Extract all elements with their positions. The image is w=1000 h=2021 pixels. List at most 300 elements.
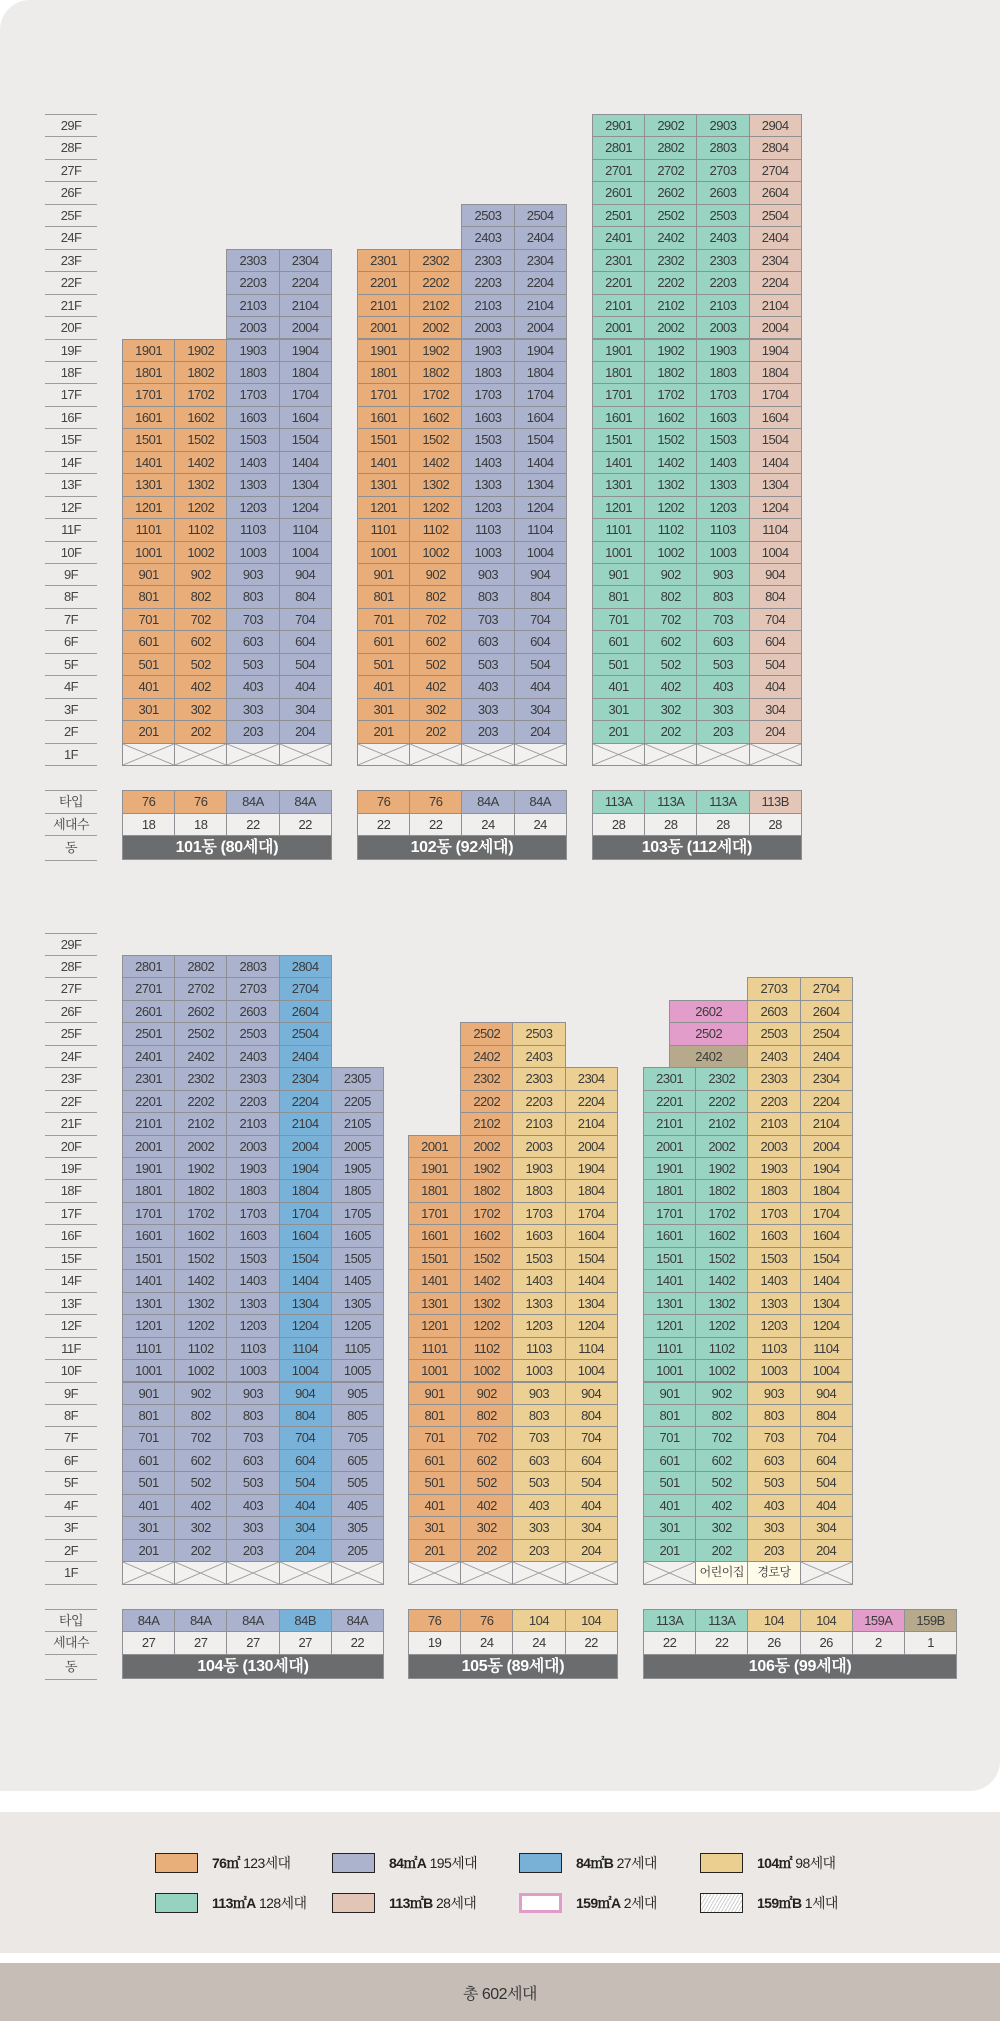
- unit-cell[interactable]: 702: [174, 608, 227, 631]
- unit-cell[interactable]: 2001: [592, 316, 645, 339]
- unit-cell[interactable]: 701: [122, 1426, 175, 1449]
- unit-cell[interactable]: 902: [460, 1382, 513, 1405]
- unit-cell[interactable]: 605: [331, 1449, 384, 1472]
- unit-cell[interactable]: 1103: [747, 1337, 800, 1360]
- unit-cell[interactable]: 901: [643, 1382, 696, 1405]
- unit-cell[interactable]: 1902: [409, 339, 462, 362]
- unit-cell[interactable]: 204: [749, 720, 802, 743]
- unit-cell[interactable]: 604: [514, 630, 567, 653]
- unit-cell[interactable]: 2304: [279, 249, 332, 272]
- unit-cell[interactable]: 1402: [409, 451, 462, 474]
- unit-cell[interactable]: 1604: [279, 1224, 332, 1247]
- unit-cell[interactable]: 2901: [592, 114, 645, 137]
- unit-cell[interactable]: 2503: [696, 204, 749, 227]
- unit-cell[interactable]: 703: [461, 608, 514, 631]
- unit-cell[interactable]: 1404: [749, 451, 802, 474]
- unit-cell[interactable]: 601: [592, 630, 645, 653]
- unit-cell[interactable]: 2103: [226, 294, 279, 317]
- unit-cell[interactable]: 701: [643, 1426, 696, 1449]
- unit-cell[interactable]: 1901: [592, 339, 645, 362]
- unit-cell[interactable]: 2204: [800, 1090, 853, 1113]
- unit-cell[interactable]: 203: [696, 720, 749, 743]
- unit-cell[interactable]: 801: [122, 585, 175, 608]
- unit-cell[interactable]: 1203: [696, 496, 749, 519]
- unit-cell[interactable]: 403: [226, 1494, 279, 1517]
- unit-cell[interactable]: 503: [747, 1471, 800, 1494]
- unit-cell[interactable]: 704: [749, 608, 802, 631]
- unit-cell[interactable]: 2504: [514, 204, 567, 227]
- unit-cell[interactable]: 2102: [174, 1112, 227, 1135]
- unit-cell[interactable]: 1104: [279, 518, 332, 541]
- unit-cell[interactable]: 704: [565, 1426, 618, 1449]
- unit-cell[interactable]: 1702: [695, 1202, 748, 1225]
- unit-cell[interactable]: 402: [409, 675, 462, 698]
- unit-cell[interactable]: 2204: [279, 1090, 332, 1113]
- unit-cell[interactable]: 501: [592, 653, 645, 676]
- unit-cell[interactable]: 1802: [174, 361, 227, 384]
- unit-cell[interactable]: 2005: [331, 1135, 384, 1158]
- unit-cell[interactable]: 1601: [408, 1224, 461, 1247]
- unit-cell[interactable]: 1102: [460, 1337, 513, 1360]
- unit-cell[interactable]: 2702: [174, 977, 227, 1000]
- unit-cell[interactable]: 2103: [226, 1112, 279, 1135]
- unit-cell[interactable]: 2201: [643, 1090, 696, 1113]
- unit-cell[interactable]: 1602: [695, 1224, 748, 1247]
- unit-cell[interactable]: 1904: [800, 1157, 853, 1180]
- unit-cell[interactable]: 2104: [565, 1112, 618, 1135]
- unit-cell[interactable]: 904: [800, 1382, 853, 1405]
- unit-cell[interactable]: 504: [279, 653, 332, 676]
- unit-cell[interactable]: 1601: [357, 406, 410, 429]
- unit-cell[interactable]: 804: [749, 585, 802, 608]
- unit-cell[interactable]: 1701: [122, 1202, 175, 1225]
- unit-cell[interactable]: 1704: [565, 1202, 618, 1225]
- unit-cell[interactable]: 2104: [749, 294, 802, 317]
- unit-cell[interactable]: 802: [695, 1404, 748, 1427]
- unit-cell[interactable]: 2401: [122, 1045, 175, 1068]
- unit-cell[interactable]: 604: [279, 1449, 332, 1472]
- unit-cell[interactable]: 1303: [226, 473, 279, 496]
- unit-cell[interactable]: 1203: [747, 1314, 800, 1337]
- unit-cell[interactable]: 2603: [696, 181, 749, 204]
- unit-cell[interactable]: 1902: [695, 1157, 748, 1180]
- unit-cell[interactable]: 1101: [122, 1337, 175, 1360]
- unit-cell[interactable]: 1404: [279, 1269, 332, 1292]
- unit-cell[interactable]: 1603: [461, 406, 514, 429]
- unit-cell[interactable]: 1604: [514, 406, 567, 429]
- unit-cell[interactable]: 1102: [695, 1337, 748, 1360]
- unit-cell[interactable]: 1202: [174, 1314, 227, 1337]
- unit-cell[interactable]: 1804: [514, 361, 567, 384]
- unit-cell[interactable]: 1802: [695, 1179, 748, 1202]
- unit-cell[interactable]: 2202: [644, 271, 697, 294]
- unit-cell[interactable]: 803: [461, 585, 514, 608]
- unit-cell[interactable]: 1504: [565, 1247, 618, 1270]
- unit-cell[interactable]: 2601: [592, 181, 645, 204]
- unit-cell[interactable]: 1303: [747, 1292, 800, 1315]
- unit-cell[interactable]: 2202: [460, 1090, 513, 1113]
- unit-cell[interactable]: 501: [122, 653, 175, 676]
- unit-cell[interactable]: 1902: [460, 1157, 513, 1180]
- unit-cell[interactable]: 2604: [749, 181, 802, 204]
- unit-cell[interactable]: 1002: [695, 1359, 748, 1382]
- unit-cell[interactable]: 1802: [644, 361, 697, 384]
- unit-cell[interactable]: 505: [331, 1471, 384, 1494]
- unit-cell[interactable]: 1201: [357, 496, 410, 519]
- unit-cell[interactable]: 805: [331, 1404, 384, 1427]
- unit-cell[interactable]: 2303: [747, 1067, 800, 1090]
- unit-cell[interactable]: 1202: [174, 496, 227, 519]
- unit-cell[interactable]: 901: [592, 563, 645, 586]
- unit-cell[interactable]: 503: [512, 1471, 565, 1494]
- unit-cell[interactable]: 2205: [331, 1090, 384, 1113]
- unit-cell[interactable]: 1703: [747, 1202, 800, 1225]
- unit-cell[interactable]: 1502: [695, 1247, 748, 1270]
- unit-cell[interactable]: 1501: [643, 1247, 696, 1270]
- unit-cell[interactable]: 702: [409, 608, 462, 631]
- unit-cell[interactable]: 1803: [226, 361, 279, 384]
- unit-cell[interactable]: 1502: [174, 428, 227, 451]
- unit-cell[interactable]: 1403: [461, 451, 514, 474]
- unit-cell[interactable]: 2001: [122, 1135, 175, 1158]
- unit-cell[interactable]: 1103: [226, 518, 279, 541]
- unit-cell[interactable]: 1602: [644, 406, 697, 429]
- unit-cell[interactable]: 403: [461, 675, 514, 698]
- unit-cell[interactable]: 2101: [357, 294, 410, 317]
- unit-cell[interactable]: 1302: [174, 1292, 227, 1315]
- unit-cell[interactable]: 2203: [226, 1090, 279, 1113]
- unit-cell[interactable]: 1705: [331, 1202, 384, 1225]
- unit-cell[interactable]: 1301: [643, 1292, 696, 1315]
- unit-cell[interactable]: 603: [226, 630, 279, 653]
- unit-cell[interactable]: 1004: [514, 541, 567, 564]
- unit-cell[interactable]: 703: [747, 1426, 800, 1449]
- unit-cell[interactable]: 1503: [461, 428, 514, 451]
- unit-cell[interactable]: 2102: [644, 294, 697, 317]
- unit-cell[interactable]: 1905: [331, 1157, 384, 1180]
- unit-cell[interactable]: 903: [461, 563, 514, 586]
- unit-cell[interactable]: 1901: [357, 339, 410, 362]
- unit-cell[interactable]: 202: [174, 720, 227, 743]
- unit-cell[interactable]: 1202: [695, 1314, 748, 1337]
- unit-cell[interactable]: 1201: [643, 1314, 696, 1337]
- unit-cell[interactable]: 802: [644, 585, 697, 608]
- unit-cell[interactable]: 2203: [226, 271, 279, 294]
- unit-cell[interactable]: 304: [279, 1516, 332, 1539]
- unit-cell[interactable]: 1804: [800, 1179, 853, 1202]
- unit-cell[interactable]: 2703: [696, 159, 749, 182]
- unit-cell[interactable]: 1605: [331, 1224, 384, 1247]
- unit-cell[interactable]: 1002: [174, 541, 227, 564]
- unit-cell[interactable]: 1903: [226, 339, 279, 362]
- unit-cell[interactable]: 704: [800, 1426, 853, 1449]
- unit-cell[interactable]: 2304: [565, 1067, 618, 1090]
- unit-cell[interactable]: 2903: [696, 114, 749, 137]
- unit-cell[interactable]: 1504: [749, 428, 802, 451]
- unit-cell[interactable]: 2403: [461, 226, 514, 249]
- unit-cell[interactable]: 402: [460, 1494, 513, 1517]
- unit-cell[interactable]: 604: [565, 1449, 618, 1472]
- unit-cell[interactable]: 2402: [644, 226, 697, 249]
- unit-cell[interactable]: 2402: [174, 1045, 227, 1068]
- unit-cell[interactable]: 2803: [696, 136, 749, 159]
- unit-cell[interactable]: 1203: [461, 496, 514, 519]
- unit-cell[interactable]: 1802: [460, 1179, 513, 1202]
- unit-cell[interactable]: 1704: [749, 383, 802, 406]
- unit-cell[interactable]: 1802: [409, 361, 462, 384]
- unit-cell[interactable]: 1903: [226, 1157, 279, 1180]
- unit-cell[interactable]: 2003: [512, 1135, 565, 1158]
- unit-cell[interactable]: 1103: [696, 518, 749, 541]
- unit-cell[interactable]: 702: [174, 1426, 227, 1449]
- unit-cell[interactable]: 1904: [565, 1157, 618, 1180]
- unit-cell[interactable]: 302: [695, 1516, 748, 1539]
- unit-cell[interactable]: 1501: [592, 428, 645, 451]
- unit-cell[interactable]: 2103: [747, 1112, 800, 1135]
- unit-cell[interactable]: 2003: [226, 316, 279, 339]
- unit-cell[interactable]: 903: [747, 1382, 800, 1405]
- unit-cell[interactable]: 903: [226, 1382, 279, 1405]
- unit-cell[interactable]: 904: [279, 563, 332, 586]
- unit-cell[interactable]: 404: [749, 675, 802, 698]
- unit-cell[interactable]: 802: [174, 1404, 227, 1427]
- unit-cell[interactable]: 2801: [592, 136, 645, 159]
- unit-cell[interactable]: 701: [592, 608, 645, 631]
- unit-cell[interactable]: 902: [174, 563, 227, 586]
- unit-cell[interactable]: 402: [174, 675, 227, 698]
- unit-cell[interactable]: 2004: [749, 316, 802, 339]
- unit-cell[interactable]: 2404: [800, 1045, 853, 1068]
- unit-cell[interactable]: 1304: [800, 1292, 853, 1315]
- unit-cell[interactable]: 301: [408, 1516, 461, 1539]
- unit-cell[interactable]: 303: [747, 1516, 800, 1539]
- unit-cell[interactable]: 1504: [279, 1247, 332, 1270]
- unit-cell[interactable]: 2701: [592, 159, 645, 182]
- unit-cell[interactable]: 2802: [644, 136, 697, 159]
- unit-cell[interactable]: 1102: [644, 518, 697, 541]
- unit-cell[interactable]: 504: [749, 653, 802, 676]
- unit-cell[interactable]: 304: [800, 1516, 853, 1539]
- unit-cell[interactable]: 1004: [279, 1359, 332, 1382]
- unit-cell[interactable]: 2501: [122, 1022, 175, 1045]
- unit-cell[interactable]: 401: [643, 1494, 696, 1517]
- unit-cell[interactable]: 1503: [226, 428, 279, 451]
- unit-cell[interactable]: 303: [461, 698, 514, 721]
- unit-cell[interactable]: 301: [122, 1516, 175, 1539]
- unit-cell[interactable]: 1203: [226, 1314, 279, 1337]
- unit-cell[interactable]: 2002: [695, 1135, 748, 1158]
- unit-cell[interactable]: 302: [174, 698, 227, 721]
- unit-cell[interactable]: 2002: [460, 1135, 513, 1158]
- unit-cell[interactable]: 2104: [514, 294, 567, 317]
- unit-cell[interactable]: 603: [512, 1449, 565, 1472]
- unit-cell[interactable]: 801: [122, 1404, 175, 1427]
- unit-cell[interactable]: 2404: [749, 226, 802, 249]
- unit-cell[interactable]: 603: [747, 1449, 800, 1472]
- unit-cell[interactable]: 1602: [460, 1224, 513, 1247]
- unit-cell[interactable]: 1804: [279, 1179, 332, 1202]
- unit-cell[interactable]: 2201: [122, 1090, 175, 1113]
- unit-cell[interactable]: 1401: [122, 451, 175, 474]
- unit-cell[interactable]: 2403: [747, 1045, 800, 1068]
- unit-cell[interactable]: 703: [226, 608, 279, 631]
- unit-cell[interactable]: 2002: [409, 316, 462, 339]
- unit-cell[interactable]: 1601: [643, 1224, 696, 1247]
- unit-cell[interactable]: 2504: [279, 1022, 332, 1045]
- unit-cell[interactable]: 204: [800, 1539, 853, 1562]
- unit-cell[interactable]: 2302: [644, 249, 697, 272]
- unit-cell[interactable]: 1102: [174, 518, 227, 541]
- unit-cell[interactable]: 2103: [461, 294, 514, 317]
- unit-cell[interactable]: 403: [512, 1494, 565, 1517]
- unit-cell[interactable]: 1201: [122, 496, 175, 519]
- unit-cell[interactable]: 1801: [408, 1179, 461, 1202]
- unit-cell[interactable]: 1301: [122, 1292, 175, 1315]
- unit-cell[interactable]: 204: [279, 1539, 332, 1562]
- unit-cell[interactable]: 1702: [644, 383, 697, 406]
- unit-cell[interactable]: 1204: [514, 496, 567, 519]
- unit-cell[interactable]: 602: [460, 1449, 513, 1472]
- unit-cell[interactable]: 1403: [226, 451, 279, 474]
- unit-cell[interactable]: 1704: [514, 383, 567, 406]
- unit-cell[interactable]: 2403: [226, 1045, 279, 1068]
- unit-cell[interactable]: 1503: [226, 1247, 279, 1270]
- unit-cell[interactable]: 1404: [565, 1269, 618, 1292]
- unit-cell[interactable]: 301: [643, 1516, 696, 1539]
- unit-cell[interactable]: 903: [696, 563, 749, 586]
- unit-cell[interactable]: 2602: [174, 1000, 227, 1023]
- unit-cell[interactable]: 1302: [695, 1292, 748, 1315]
- unit-cell[interactable]: 2004: [279, 1135, 332, 1158]
- unit-cell[interactable]: 402: [695, 1494, 748, 1517]
- unit-cell[interactable]: 1002: [409, 541, 462, 564]
- unit-cell[interactable]: 704: [279, 608, 332, 631]
- unit-cell[interactable]: 2204: [279, 271, 332, 294]
- unit-cell[interactable]: 2104: [279, 1112, 332, 1135]
- unit-cell[interactable]: 803: [512, 1404, 565, 1427]
- unit-cell[interactable]: 1104: [514, 518, 567, 541]
- unit-cell[interactable]: 503: [226, 1471, 279, 1494]
- unit-cell[interactable]: 201: [592, 720, 645, 743]
- unit-cell-merged[interactable]: 2602: [669, 1000, 748, 1023]
- unit-cell[interactable]: 2502: [460, 1022, 513, 1045]
- unit-cell[interactable]: 1102: [174, 1337, 227, 1360]
- unit-cell[interactable]: 1701: [122, 383, 175, 406]
- unit-cell[interactable]: 2503: [461, 204, 514, 227]
- unit-cell[interactable]: 1505: [331, 1247, 384, 1270]
- unit-cell[interactable]: 1303: [696, 473, 749, 496]
- unit-cell[interactable]: 1902: [174, 339, 227, 362]
- unit-cell[interactable]: 1502: [644, 428, 697, 451]
- unit-cell[interactable]: 201: [122, 720, 175, 743]
- unit-cell[interactable]: 2804: [749, 136, 802, 159]
- unit-cell[interactable]: 701: [122, 608, 175, 631]
- unit-cell[interactable]: 202: [695, 1539, 748, 1562]
- unit-cell[interactable]: 1704: [279, 1202, 332, 1225]
- unit-cell[interactable]: 2403: [512, 1045, 565, 1068]
- unit-cell[interactable]: 803: [747, 1404, 800, 1427]
- unit-cell[interactable]: 2203: [747, 1090, 800, 1113]
- unit-cell[interactable]: 2402: [460, 1045, 513, 1068]
- unit-cell[interactable]: 1504: [279, 428, 332, 451]
- unit-cell[interactable]: 2203: [512, 1090, 565, 1113]
- unit-cell[interactable]: 2101: [643, 1112, 696, 1135]
- unit-cell[interactable]: 1001: [122, 541, 175, 564]
- unit-cell[interactable]: 305: [331, 1516, 384, 1539]
- unit-cell[interactable]: 2001: [357, 316, 410, 339]
- unit-cell[interactable]: 1603: [226, 1224, 279, 1247]
- unit-cell[interactable]: 1904: [279, 1157, 332, 1180]
- unit-cell[interactable]: 2404: [279, 1045, 332, 1068]
- unit-cell[interactable]: 2102: [460, 1112, 513, 1135]
- unit-cell[interactable]: 2503: [512, 1022, 565, 1045]
- unit-cell[interactable]: 2003: [696, 316, 749, 339]
- unit-cell[interactable]: 1201: [408, 1314, 461, 1337]
- unit-cell[interactable]: 902: [409, 563, 462, 586]
- unit-cell[interactable]: 802: [460, 1404, 513, 1427]
- unit-cell[interactable]: 1904: [749, 339, 802, 362]
- unit-cell[interactable]: 501: [643, 1471, 696, 1494]
- unit-cell[interactable]: 1604: [800, 1224, 853, 1247]
- unit-cell[interactable]: 1005: [331, 1359, 384, 1382]
- unit-cell[interactable]: 2001: [408, 1135, 461, 1158]
- unit-cell[interactable]: 1902: [644, 339, 697, 362]
- unit-cell[interactable]: 804: [279, 1404, 332, 1427]
- unit-cell[interactable]: 1702: [174, 1202, 227, 1225]
- unit-cell[interactable]: 2104: [800, 1112, 853, 1135]
- unit-cell[interactable]: 901: [122, 563, 175, 586]
- unit-cell[interactable]: 1903: [747, 1157, 800, 1180]
- unit-cell[interactable]: 2501: [592, 204, 645, 227]
- unit-cell[interactable]: 1003: [461, 541, 514, 564]
- unit-cell[interactable]: 201: [122, 1539, 175, 1562]
- unit-cell[interactable]: 1504: [800, 1247, 853, 1270]
- unit-cell[interactable]: 1501: [122, 428, 175, 451]
- unit-cell[interactable]: 604: [800, 1449, 853, 1472]
- unit-cell[interactable]: 203: [512, 1539, 565, 1562]
- unit-cell[interactable]: 1002: [174, 1359, 227, 1382]
- unit-cell[interactable]: 704: [279, 1426, 332, 1449]
- unit-cell[interactable]: 1204: [565, 1314, 618, 1337]
- unit-cell[interactable]: 1904: [514, 339, 567, 362]
- unit-cell[interactable]: 601: [357, 630, 410, 653]
- unit-cell[interactable]: 2001: [643, 1135, 696, 1158]
- unit-cell[interactable]: 402: [644, 675, 697, 698]
- unit-cell[interactable]: 1703: [461, 383, 514, 406]
- unit-cell[interactable]: 2202: [174, 1090, 227, 1113]
- unit-cell[interactable]: 603: [696, 630, 749, 653]
- unit-cell[interactable]: 2101: [592, 294, 645, 317]
- unit-cell[interactable]: 1303: [461, 473, 514, 496]
- unit-cell[interactable]: 1803: [226, 1179, 279, 1202]
- unit-cell[interactable]: 2302: [695, 1067, 748, 1090]
- unit-cell[interactable]: 1403: [512, 1269, 565, 1292]
- unit-cell[interactable]: 1803: [696, 361, 749, 384]
- unit-cell[interactable]: 802: [174, 585, 227, 608]
- unit-cell[interactable]: 1203: [512, 1314, 565, 1337]
- unit-cell[interactable]: 1104: [565, 1337, 618, 1360]
- unit-cell[interactable]: 201: [643, 1539, 696, 1562]
- unit-cell[interactable]: 1302: [460, 1292, 513, 1315]
- unit-cell[interactable]: 701: [357, 608, 410, 631]
- unit-cell[interactable]: 2301: [357, 249, 410, 272]
- unit-cell[interactable]: 1305: [331, 1292, 384, 1315]
- unit-cell[interactable]: 1901: [122, 339, 175, 362]
- unit-cell[interactable]: 2303: [226, 1067, 279, 1090]
- unit-cell[interactable]: 502: [644, 653, 697, 676]
- unit-cell[interactable]: 601: [408, 1449, 461, 1472]
- unit-cell[interactable]: 801: [592, 585, 645, 608]
